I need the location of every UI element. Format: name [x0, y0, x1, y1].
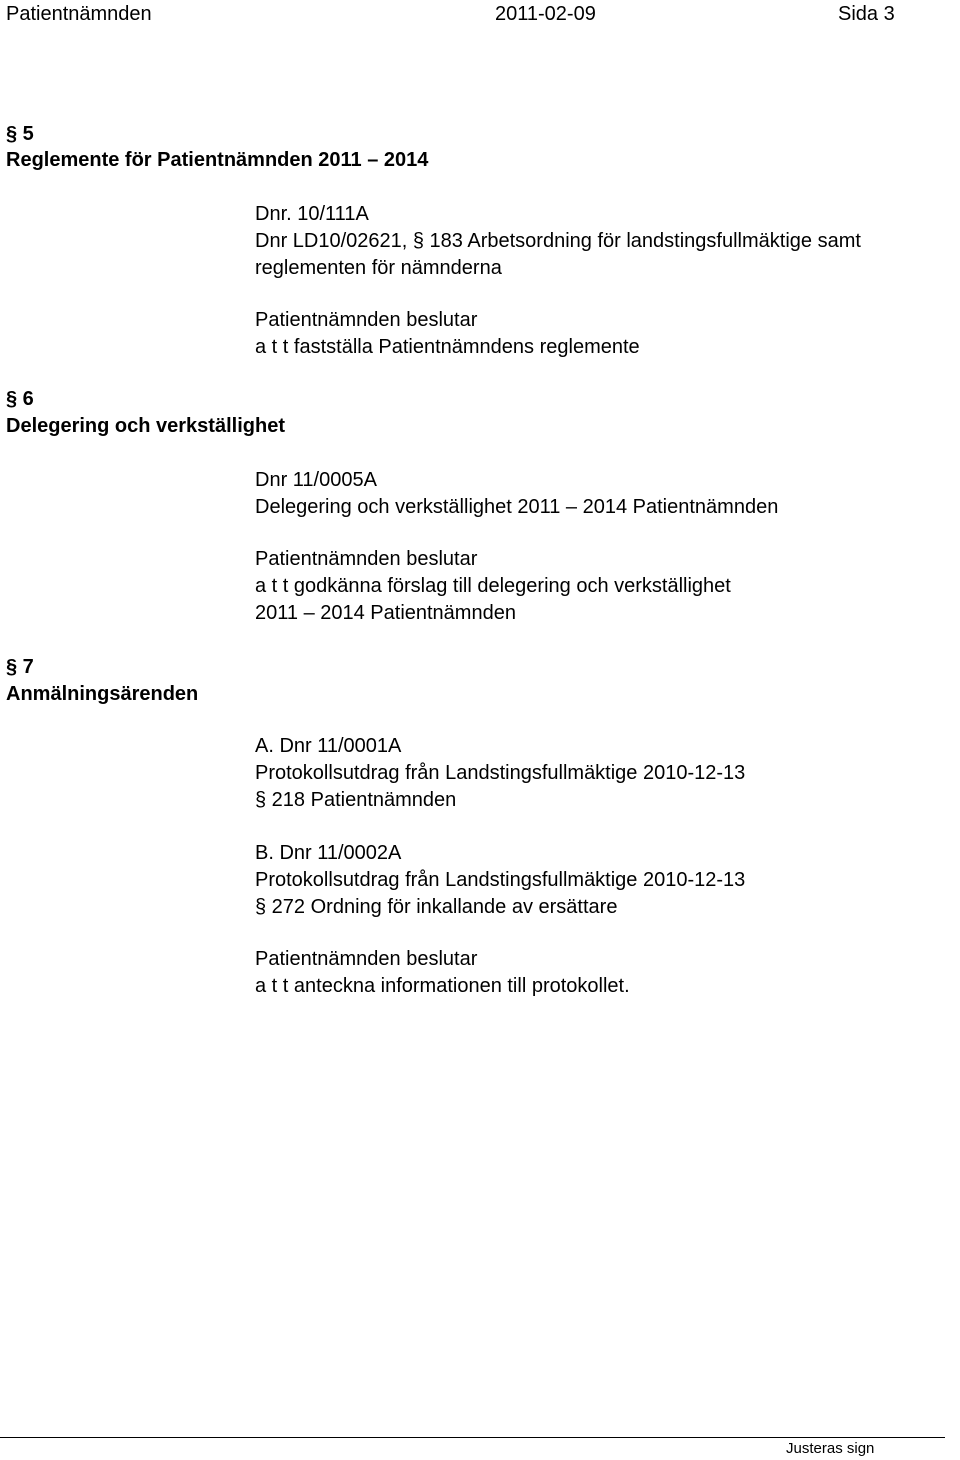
section-7-item-a-line: Protokollsutdrag från Landstingsfullmäktige 2010-12-13 [255, 762, 746, 784]
section-5-symbol: § 5 [6, 123, 34, 145]
section-6-line: Dnr 11/0005A [255, 469, 377, 491]
header-committee: Patientnämnden [6, 3, 152, 25]
section-7-decision-line: a t t anteckna informationen till protokollet. [255, 975, 630, 997]
section-7-item-b-line: Protokollsutdrag från Landstingsfullmäktige 2010-12-13 [255, 869, 746, 891]
section-5-title: Reglemente för Patientnämnden 2011 – 2014 [6, 149, 429, 171]
section-7-symbol: § 7 [6, 656, 34, 678]
section-5-decision-title: Patientnämnden beslutar [255, 309, 478, 331]
section-6-decision-line: a t t godkänna förslag till delegering och verkställighet [255, 575, 731, 597]
section-5-line: Dnr LD10/02621, § 183 Arbetsordning för landstingsfullmäktige samt [255, 230, 861, 252]
header-page-number: Sida 3 [838, 3, 895, 25]
section-7-title: Anmälningsärenden [6, 683, 199, 705]
section-6-line: Delegering och verkställighet 2011 – 2014 Patientnämnden [255, 496, 779, 518]
section-6-decision-title: Patientnämnden beslutar [255, 548, 478, 570]
section-7-item-b-line: § 272 Ordning för inkallande av ersättare [255, 896, 618, 918]
footer-divider [0, 1437, 945, 1438]
footer-sign-label: Justeras sign [786, 1440, 875, 1457]
section-7-item-a-line: A. Dnr 11/0001A [255, 735, 402, 757]
section-7-decision-title: Patientnämnden beslutar [255, 948, 478, 970]
section-5-decision-line: a t t fastställa Patientnämndens reglemente [255, 336, 640, 358]
section-7-item-b-line: B. Dnr 11/0002A [255, 842, 402, 864]
section-5-line: reglementen för nämnderna [255, 257, 502, 279]
header-date: 2011-02-09 [495, 3, 596, 25]
section-5-line: Dnr. 10/111A [255, 203, 369, 225]
section-6-decision-line: 2011 – 2014 Patientnämnden [255, 602, 516, 624]
section-7-item-a-line: § 218 Patientnämnden [255, 789, 457, 811]
section-6-symbol: § 6 [6, 388, 34, 410]
section-6-title: Delegering och verkställighet [6, 415, 285, 437]
